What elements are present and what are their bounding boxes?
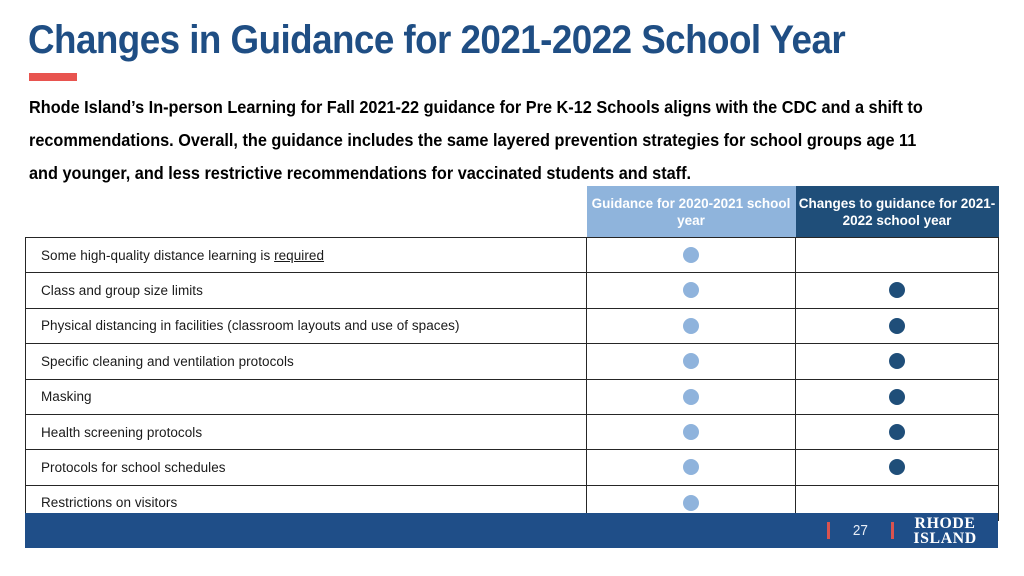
- intro-paragraph: Rhode Island’s In-person Learning for Fall 2021-22 guidance for Pre K-12 Schools aligns with the CDC and a shift to recommendations. Overall, the guidance includes the same layered prevention strategies for school groups age 11 and younger, and less restrictive recommendations for vaccinated students and staff.: [29, 97, 923, 183]
- new-year-marker-dot-icon: [889, 389, 905, 405]
- new-year-marker-dot-icon: [889, 424, 905, 440]
- table-row: [26, 414, 999, 449]
- table-row: [26, 379, 999, 414]
- old-year-marker-dot-icon: [683, 247, 699, 263]
- page-title: Changes in Guidance for 2021-2022 School Year: [28, 18, 846, 62]
- old-year-marker-dot-icon: [683, 495, 699, 511]
- cell-old-year-marker: [587, 344, 796, 379]
- row-label: Health screening protocols: [26, 414, 587, 449]
- rhode-island-logo: [913, 516, 976, 546]
- row-label-emphasis: required: [274, 247, 325, 263]
- table-row: [26, 344, 999, 379]
- table-row: [26, 238, 999, 273]
- row-label: Physical distancing in facilities (classroom layouts and use of spaces): [26, 308, 587, 343]
- old-year-marker-dot-icon: [683, 459, 699, 475]
- cell-new-year-marker: [796, 238, 999, 273]
- title-accent-rule: [29, 73, 77, 81]
- footer-tick-left-icon: [827, 522, 830, 539]
- row-label: Specific cleaning and ventilation protocols: [26, 344, 587, 379]
- row-label-text: Some high-quality distance learning is: [41, 247, 275, 263]
- guidance-comparison-table: [25, 186, 999, 521]
- old-year-marker-dot-icon: [683, 424, 699, 440]
- page-number: 27: [852, 522, 868, 539]
- table-row: [26, 308, 999, 343]
- cell-old-year-marker: [587, 414, 796, 449]
- rhode-island-logo-line2: ISLAND: [913, 529, 977, 547]
- cell-new-year-marker: [796, 379, 999, 414]
- cell-old-year-marker: [587, 379, 796, 414]
- new-year-marker-dot-icon: [889, 318, 905, 334]
- table-header-old-year: Guidance for 2020-2021 school year: [587, 186, 796, 238]
- row-label: Class and group size limits: [26, 273, 587, 308]
- row-label: Protocols for school schedules: [26, 450, 587, 485]
- footer-bar: [25, 513, 998, 548]
- table-header: [26, 186, 999, 238]
- table-row: [26, 450, 999, 485]
- cell-new-year-marker: [796, 450, 999, 485]
- cell-new-year-marker: [796, 344, 999, 379]
- row-label: Restrictions on visitors: [26, 485, 587, 520]
- row-label: Masking: [26, 379, 587, 414]
- table-header-row: [26, 186, 999, 238]
- table-header-new-year: Changes to guidance for 2021-2022 school year: [796, 186, 999, 238]
- cell-new-year-marker: [796, 273, 999, 308]
- old-year-marker-dot-icon: [683, 389, 699, 405]
- row-label: [26, 238, 587, 273]
- cell-new-year-marker: [796, 308, 999, 343]
- table-header-spacer: [26, 186, 587, 238]
- cell-old-year-marker: [587, 238, 796, 273]
- new-year-marker-dot-icon: [889, 459, 905, 475]
- table-row: [26, 273, 999, 308]
- cell-old-year-marker: [587, 273, 796, 308]
- cell-old-year-marker: [587, 308, 796, 343]
- cell-old-year-marker: [587, 450, 796, 485]
- footer-tick-right-icon: [891, 522, 894, 539]
- old-year-marker-dot-icon: [683, 353, 699, 369]
- old-year-marker-dot-icon: [683, 282, 699, 298]
- old-year-marker-dot-icon: [683, 318, 699, 334]
- rhode-island-logo-line1: RHODE: [914, 514, 976, 532]
- new-year-marker-dot-icon: [889, 353, 905, 369]
- table-body: [26, 238, 999, 521]
- new-year-marker-dot-icon: [889, 282, 905, 298]
- cell-new-year-marker: [796, 414, 999, 449]
